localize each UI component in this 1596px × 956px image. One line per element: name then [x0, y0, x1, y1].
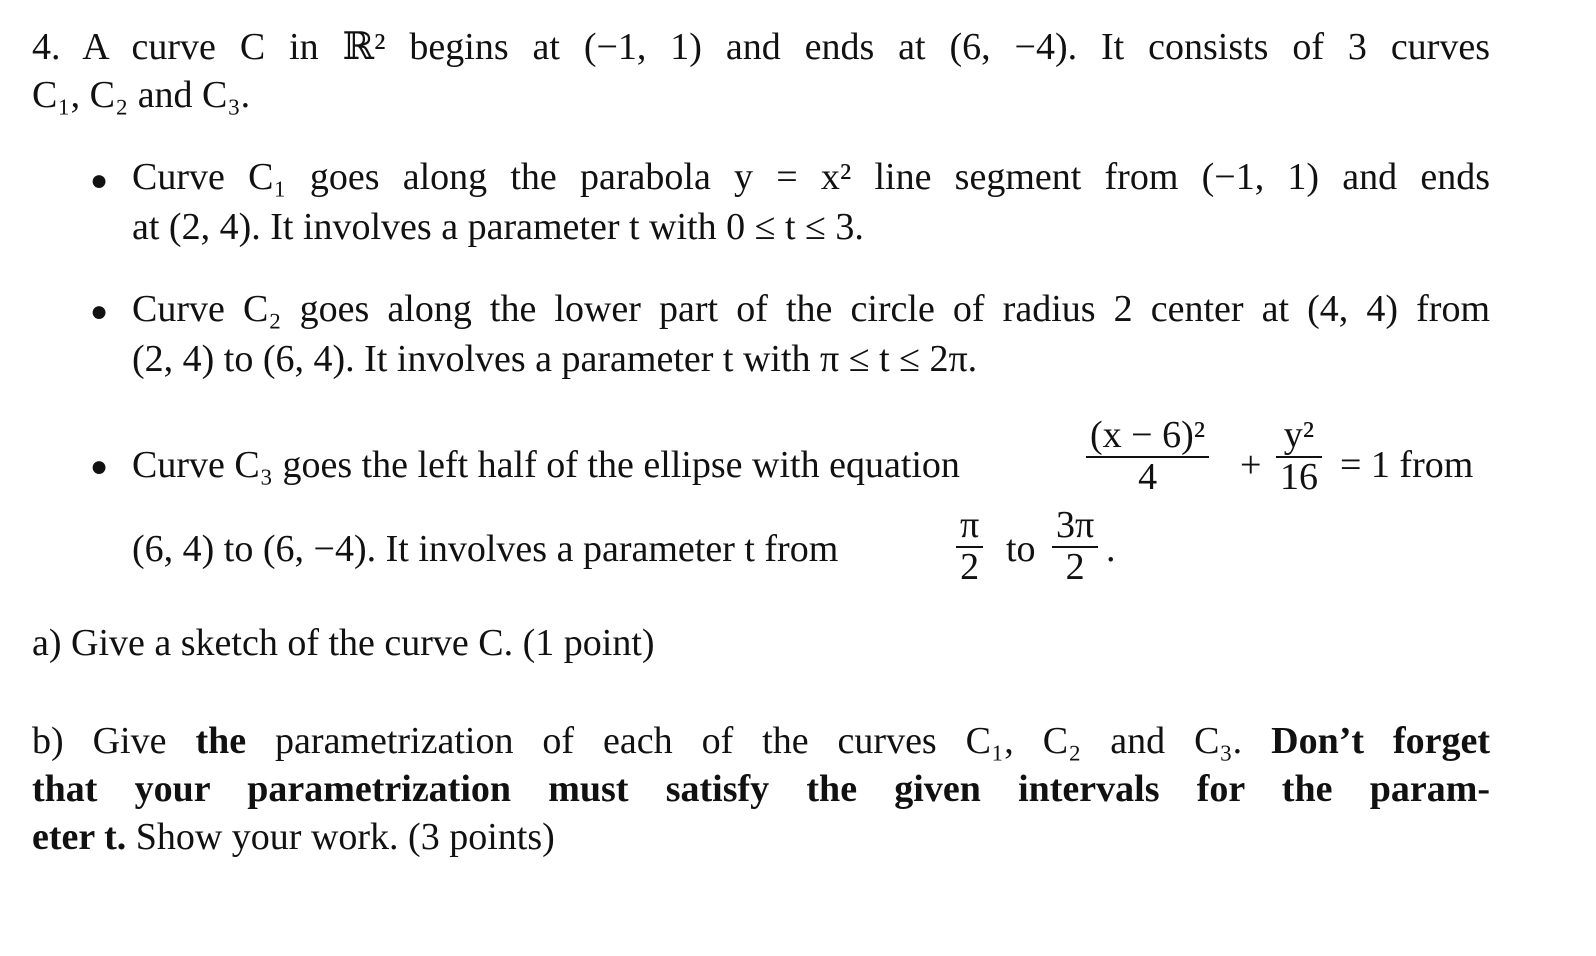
t-end-period: . [1106, 528, 1116, 570]
ellipse-equation [1086, 416, 1209, 498]
part-b-bold-the: the [195, 720, 247, 762]
problem-intro-line-1: 4. A curve C in ℝ² begins at (−1, 1) and ends at (6, −4). It consists of 3 curves [32, 26, 1490, 68]
bullet-c3-line-1-text: Curve C₃ goes the left half of the ellipse with equation [132, 444, 960, 486]
problem-intro-line-2: C₁, C₂ and C₃. [32, 74, 251, 116]
part-b-label: b) Give [32, 720, 167, 762]
part-b-bold-eter: eter t. [32, 816, 127, 858]
bullet-marker-c1: ● [90, 164, 109, 197]
fraction-x-term-denominator: 4 [1086, 456, 1209, 498]
equation-tail: = 1 from [1340, 444, 1474, 486]
bullet-c2-line-1: Curve C₂ goes along the lower part of the circle of radius 2 center at (4, 4) from [132, 288, 1490, 330]
fraction-y-term-numerator: y² [1283, 414, 1315, 456]
t-to-word: to [1006, 528, 1036, 570]
bullet-c2-line-2: (2, 4) to (6, 4). It involves a parameter t with π ≤ t ≤ 2π. [132, 338, 978, 380]
t-from-fraction [956, 506, 983, 588]
part-b-show-work: Show your work. (3 points) [135, 816, 555, 858]
t-to-denominator: 2 [1052, 546, 1098, 588]
bullet-c1-line-1: Curve C₁ goes along the parabola y = x² line segment from (−1, 1) and ends [132, 156, 1490, 198]
bullet-marker-c3: ● [90, 450, 109, 483]
fraction-y-term-denominator: 16 [1276, 456, 1322, 498]
plus-sign: + [1240, 444, 1262, 486]
part-b-line-1 [32, 722, 1490, 760]
fraction-x-term [1086, 416, 1209, 498]
bullet-marker-c2: ● [90, 295, 109, 328]
fraction-y-term [1276, 416, 1322, 498]
part-b-line-3 [32, 818, 555, 856]
t-from-numerator: π [960, 504, 980, 546]
part-b-line-2: that your parametrization must satisfy the given intervals for the param- [32, 768, 1490, 810]
t-to-numerator: 3π [1056, 504, 1095, 546]
bullet-c1-line-2: at (2, 4). It involves a parameter t with 0 ≤ t ≤ 3. [132, 206, 864, 248]
t-to-fraction [1052, 506, 1098, 588]
part-b-bold-dont-forget: Don’t forget [1271, 720, 1490, 762]
part-a-prompt: a) Give a sketch of the curve C. (1 point) [32, 622, 655, 664]
t-from-denominator: 2 [956, 546, 983, 588]
bullet-c3-line-2-text: (6, 4) to (6, −4). It involves a parameter t from [132, 528, 839, 570]
fraction-x-term-numerator: (x − 6)² [1090, 414, 1206, 456]
part-b-mid-text: parametrization of each of the curves C₁, C₂ and C₃. [275, 720, 1243, 762]
